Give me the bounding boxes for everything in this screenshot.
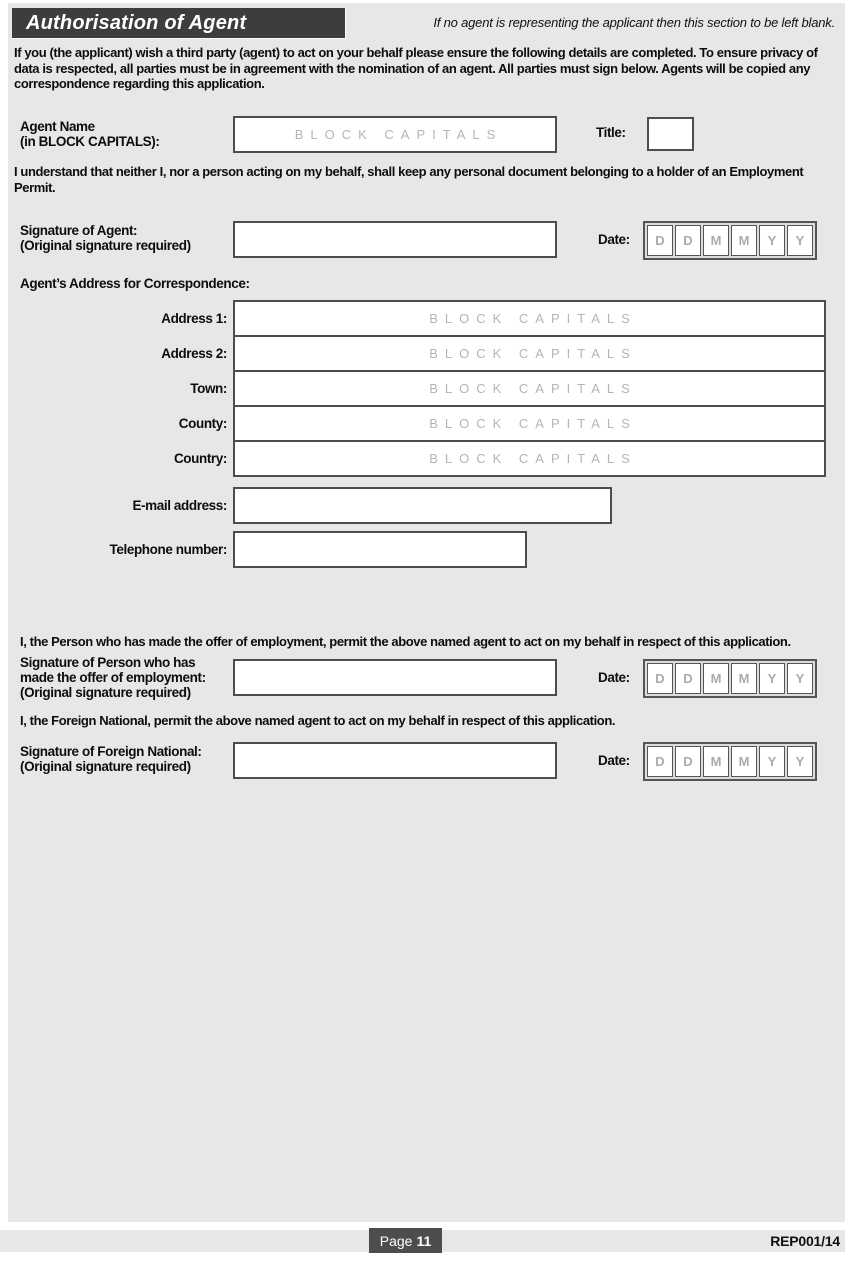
town-placeholder: BLOCK CAPITALS <box>429 381 637 396</box>
employer-signature-label-line1: Signature of Person who has <box>20 655 196 670</box>
telephone-input[interactable] <box>233 531 527 568</box>
date-cell-month2[interactable]: M <box>731 746 757 777</box>
date-cell-day1[interactable]: D <box>647 746 673 777</box>
address1-input[interactable] <box>233 300 826 337</box>
date-cell-year1[interactable]: Y <box>759 663 785 694</box>
foreign-national-consent-statement: I, the Foreign National, permit the above named agent to act on my behalf in respect of this application. <box>20 713 616 728</box>
address-heading: Agent’s Address for Correspondence: <box>20 276 250 291</box>
page-number: 11 <box>416 1232 432 1249</box>
fn-signature-label-line1: Signature of Foreign National: <box>20 744 202 759</box>
date-cell-day1[interactable]: D <box>647 663 673 694</box>
employer-date-label: Date: <box>598 670 630 685</box>
employer-signature-input[interactable] <box>233 659 557 696</box>
address1-placeholder: BLOCK CAPITALS <box>429 311 637 326</box>
date-cell-month1[interactable]: M <box>703 746 729 777</box>
agent-name-input[interactable] <box>233 116 557 153</box>
intro-paragraph: If you (the applicant) wish a third party (agent) to act on your behalf please ensure the following details are completed. To ensure privacy of data is respected, all parties must be in agreement with the nomination of an agent. All parties must sign below. Agents will be copied any correspondence regarding this application. <box>14 45 818 91</box>
date-cell-year2[interactable]: Y <box>787 746 813 777</box>
address2-input[interactable] <box>233 335 826 372</box>
country-placeholder: BLOCK CAPITALS <box>429 451 637 466</box>
date-cell-year2[interactable]: Y <box>787 663 813 694</box>
foreign-national-date-input[interactable] <box>643 742 817 781</box>
employer-signature-label <box>20 655 206 700</box>
date-cell-month1[interactable]: M <box>703 225 729 256</box>
county-label: County: <box>178 416 227 431</box>
agent-name-label <box>20 119 159 149</box>
foreign-national-signature-input[interactable] <box>233 742 557 779</box>
date-cell-year1[interactable]: Y <box>759 746 785 777</box>
employer-date-input[interactable] <box>643 659 817 698</box>
section-title: Authorisation of Agent <box>26 11 247 34</box>
county-input[interactable] <box>233 405 826 442</box>
page-word: Page <box>379 1232 413 1249</box>
telephone-label: Telephone number: <box>109 542 227 557</box>
date-cell-year2[interactable]: Y <box>787 225 813 256</box>
date-cell-day2[interactable]: D <box>675 663 701 694</box>
page-number-badge <box>369 1228 442 1253</box>
date-cell-day2[interactable]: D <box>675 225 701 256</box>
agent-date-input[interactable] <box>643 221 817 260</box>
agent-signature-label-line2: (Original signature required) <box>20 238 191 253</box>
date-cell-day1[interactable]: D <box>647 225 673 256</box>
employer-consent-statement: I, the Person who has made the offer of employment, permit the above named agent to act on my behalf in respect of this application. <box>20 634 791 649</box>
fn-signature-label-line2: (Original signature required) <box>20 759 191 774</box>
county-placeholder: BLOCK CAPITALS <box>429 416 637 431</box>
town-label: Town: <box>190 381 227 396</box>
address2-placeholder: BLOCK CAPITALS <box>429 346 637 361</box>
date-cell-month1[interactable]: M <box>703 663 729 694</box>
authorisation-of-agent-section <box>8 3 845 1222</box>
country-label: Country: <box>173 451 227 466</box>
section-title-bar <box>12 8 345 38</box>
agent-name-label-line1: Agent Name <box>20 119 95 134</box>
date-cell-month2[interactable]: M <box>731 225 757 256</box>
agent-date-label: Date: <box>598 232 630 247</box>
foreign-national-date-label: Date: <box>598 753 630 768</box>
agent-signature-input[interactable] <box>233 221 557 258</box>
town-input[interactable] <box>233 370 826 407</box>
foreign-national-signature-label <box>20 744 202 774</box>
address2-label: Address 2: <box>161 346 227 361</box>
address1-label: Address 1: <box>161 311 227 326</box>
employer-signature-label-line2: made the offer of employment: <box>20 670 206 685</box>
title-input[interactable] <box>647 117 694 151</box>
date-cell-year1[interactable]: Y <box>759 225 785 256</box>
section-note: If no agent is representing the applicant then this section to be left blank. <box>433 15 835 30</box>
agent-signature-label <box>20 223 191 253</box>
country-input[interactable] <box>233 440 826 477</box>
title-label: Title: <box>596 125 626 140</box>
agent-signature-label-line1: Signature of Agent: <box>20 223 138 238</box>
declaration-paragraph: I understand that neither I, nor a person acting on my behalf, shall keep any personal document belonging to a holder of an Employment Permit. <box>14 164 804 195</box>
employer-signature-label-line3: (Original signature required) <box>20 685 191 700</box>
email-input[interactable] <box>233 487 612 524</box>
date-cell-month2[interactable]: M <box>731 663 757 694</box>
agent-name-placeholder: BLOCK CAPITALS <box>294 127 503 142</box>
address-input-stack <box>233 300 826 477</box>
date-cell-day2[interactable]: D <box>675 746 701 777</box>
email-label: E-mail address: <box>132 498 227 513</box>
agent-name-label-line2: (in BLOCK CAPITALS): <box>20 134 160 149</box>
form-reference: REP001/14 <box>770 1233 840 1249</box>
